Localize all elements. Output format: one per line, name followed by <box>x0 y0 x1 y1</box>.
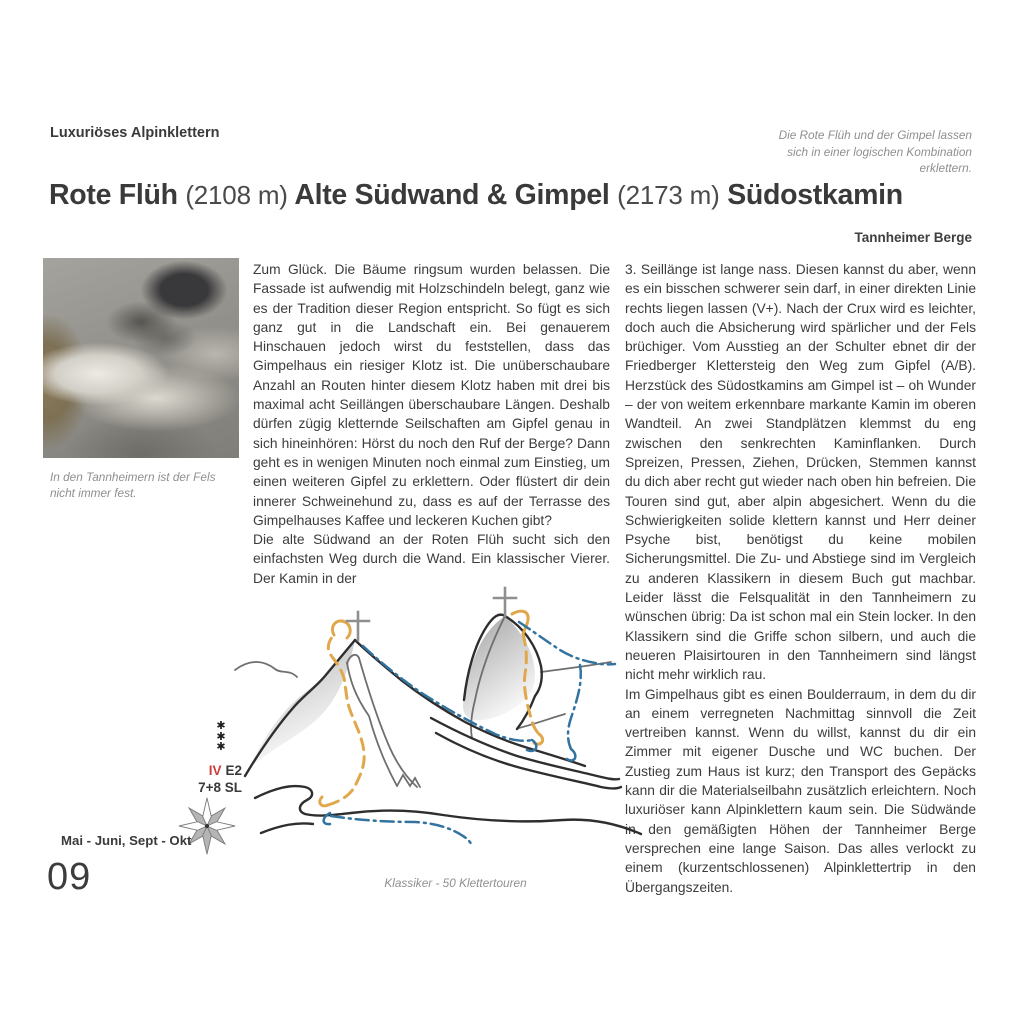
article-column-1 <box>253 260 610 588</box>
rock-photo <box>43 258 239 458</box>
photo-caption <box>50 470 235 501</box>
page-number: 09 <box>47 856 92 898</box>
route-hook-left-top <box>332 621 350 638</box>
descent-hook-2 <box>567 749 575 760</box>
title-peak1: Rote Flüh <box>49 179 178 211</box>
pitch-count: 7+8 SL <box>198 780 242 795</box>
footer-book-title: Klassiker - 50 Klettertouren <box>384 876 527 890</box>
photo-caption-line: nicht immer fest. <box>50 485 137 500</box>
region-label: Tannheimer Berge <box>854 230 972 245</box>
intro-note-line: sich in einer logischen Kombination <box>787 144 972 159</box>
article-paragraph: 3. Seillänge ist lange nass. Diesen kannst du aber, wenn es ein bisschen schwerer sein darf, in einer direkten Linie rechts liegen lassen (V+). Nach der Crux wird es leichter, doch auch die Absicherung wird spärlicher und der Fels brüchiger. Vom Ausstieg an der Schulter ebnet dir der Friedberger Klettersteig den Weg zum Gipfel (A/B). Herzstück des Südostkamins am Gimpel ist – oh Wunder – der von weitem erkennbare markante Kamin im oberen Wandteil. An zwei Standplätzen klemmst du eng zwischen den senkrechten Kaminflanken. Durch Spreizen, Pressen, Ziehen, Drücken, Stemmen kannst du dich aber recht gut wieder nach oben hin befreien. Die Touren sind gut, aber alpin abgesichert. Wenn du die Schwierigkeiten solide klettern kannst und Herr deiner Psyche bist, benötigst du keine mobilen Sicherungsmittel. Die Zu- und Abstiege sind im Vergleich zu anderen Klassikern in diesem Buch gut machbar. Leider lässt die Felsqualität in den Tannheimern zu wünschen übrig: Da ist schon mal ein Stein locker. In den Klassikern sind die Griffe schon silbern, und auch die neueren Plaisirtouren in den Tannheimern sind längst nicht mehr wirklich rau. <box>625 262 976 683</box>
intro-note <box>779 127 972 177</box>
descent-path-right <box>519 622 615 664</box>
summit-cross-right <box>494 588 516 616</box>
season-label: Mai - Juni, Sept - Okt <box>61 833 192 848</box>
intro-note-line: erklettern. <box>919 161 972 175</box>
photo-caption-line: In den Tannheimern ist der Fels <box>50 470 216 484</box>
intro-note-line: Die Rote Flüh und der Gimpel lassen <box>778 128 972 142</box>
foreground-terrain-wave <box>255 786 641 834</box>
article-paragraph: Im Gimpelhaus gibt es einen Boulderraum, in dem du dir an einem verregneten Nachmittag sinnvoll die Zeit vertreiben kannst. Wenn du willst, kannst du dir ein Zimmer mit eigener Dusche und WC buchen. Der Zustieg zum Haus ist kurz; den Transport des Gepäcks kann dir die Materialseilbahn zusätzlich erleichtern. Noch luxuriöser kann Alpinklettern kaum sein. Die Südwände in den gemäßigten Höhen der Tannheimer Berge versprechen eine lange Saison. Das alles verlockt zu einem (kurzentschlossenen) Alpinklettertrip in den Übergangszeiten. <box>625 686 976 895</box>
title-elevation1: (2108 m) <box>185 180 288 210</box>
difficulty-grade <box>142 763 242 778</box>
article-paragraph: Zum Glück. Die Bäume ringsum wurden belassen. Die Fassade ist aufwendig mit Holzschindeln belegt, ganz wie es der Tradition dieser Region entspricht. So fügt es sich ganz gut in die Landschaft ein. Bei genauerem Hinschauen jedoch wirst du feststellen, dass das Gimpelhaus ein riesiger Klotz ist. Die unüberschaubare Anzahl an Routen hinter diesem Klotz haben mit drei bis maximal acht Seillängen überschaubare Längen. Deshalb dürfen zügig kletternde Seilschaften am Gipfel genau in sich hineinhören: Hörst du noch den Ruf der Berge? Dann geht es in wenigen Minuten noch einmal zum Einstieg, um einen weiteren Gipfel zu erklettern. Oder flüstert dir dein innerer Schweinehund zu, dass es auf der Terrasse des Gimpelhauses Kaffee und leckeren Kuchen gibt? <box>253 262 610 528</box>
route-hook-left-base <box>320 797 328 806</box>
approach-path-base <box>331 816 473 847</box>
grade-roman: IV <box>208 763 222 778</box>
star-icon: ✱ <box>216 730 226 743</box>
title-middle: Alte Südwand & Gimpel <box>294 179 610 211</box>
page-title <box>49 179 903 212</box>
rating-stars <box>209 721 233 753</box>
background-ridge <box>235 662 297 677</box>
title-route: Südostkamin <box>727 179 903 211</box>
star-icon: ✱ <box>216 741 226 753</box>
article-column-2 <box>625 260 976 897</box>
section-kicker: Luxuriöses Alpinklettern <box>50 125 220 141</box>
descent-branch-down <box>568 665 581 749</box>
star-icon: ✱ <box>216 720 226 732</box>
grade-alpine: E2 <box>225 763 242 778</box>
title-elevation2: (2173 m) <box>617 180 720 210</box>
topo-sketch <box>233 568 653 868</box>
foreground-terrain-small <box>261 823 313 833</box>
article-paragraph: Die alte Südwand an der Roten Flüh sucht sich den einfachsten Weg durch die Wand. Ein klassischer Vierer. Der Kamin in der <box>253 532 610 586</box>
